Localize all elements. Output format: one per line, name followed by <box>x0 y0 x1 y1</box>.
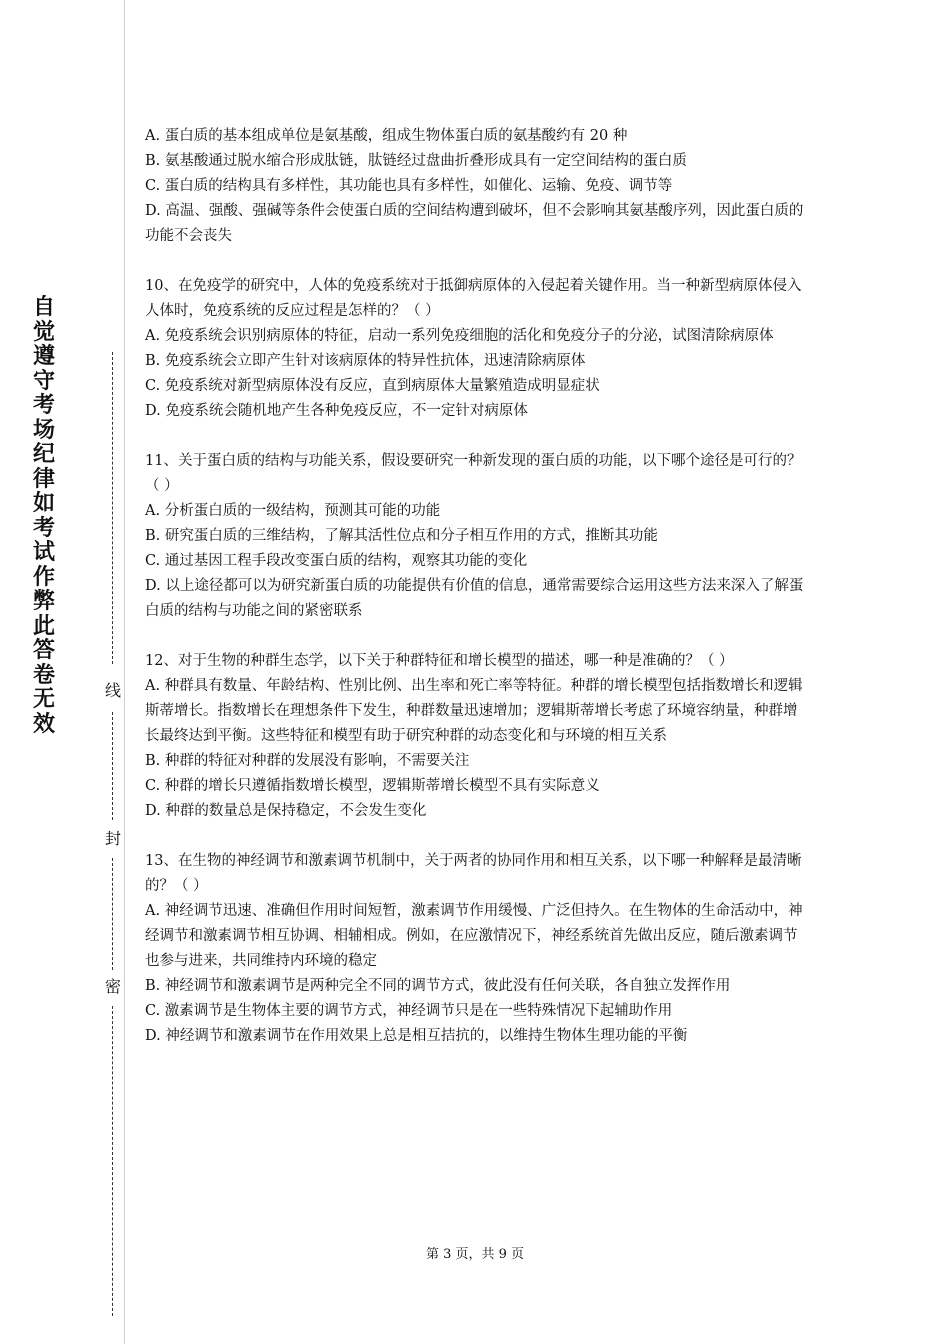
binding-dashed-line <box>112 352 113 664</box>
option-b: B. 免疫系统会立即产生针对该病原体的特异性抗体，迅速清除病原体 <box>145 353 586 369</box>
option-a: A. 免疫系统会识别病原体的特征，启动一系列免疫细胞的活化和免疫分子的分泌，试图清除病原体 <box>145 328 774 344</box>
cut-mark-line: 线 <box>104 681 121 700</box>
option-a: A. 神经调节迅速、准确但作用时间短暂，激素调节作用缓慢、广泛但持久。在生物体的生命活动中，神经调节和激素调节相互协调、相辅相成。例如，在应激情况下，神经系统首先做出反应，随后激素调节也参与进来，共同维持内环境的稳定 <box>145 903 803 969</box>
question-stem: 12、对于生物的种群生态学，以下关于种群特征和增长模型的描述，哪一种是准确的？（ ） <box>145 653 734 669</box>
option-a: A. 蛋白质的基本组成单位是氨基酸，组成生物体蛋白质的氨基酸约有 20 种 <box>145 128 628 144</box>
page-number: 第 3 页，共 9 页 <box>425 1247 525 1262</box>
option-c: C. 通过基因工程手段改变蛋白质的结构，观察其功能的变化 <box>145 553 528 569</box>
question-content <box>145 124 810 1049</box>
option-d: D. 以上途径都可以为研究新蛋白质的功能提供有价值的信息，通常需要综合运用这些方法来深入了解蛋白质的结构与功能之间的紧密联系 <box>145 578 804 619</box>
previous-question-options <box>145 124 810 249</box>
option-b: B. 神经调节和激素调节是两种完全不同的调节方式，彼此没有任何关联，各自独立发挥作用 <box>145 978 731 994</box>
option-c: C. 蛋白质的结构具有多样性，其功能也具有多样性，如催化、运输、免疫、调节等 <box>145 178 673 194</box>
option-d: D. 神经调节和激素调节在作用效果上总是相互拮抗的，以维持生物体生理功能的平衡 <box>145 1028 688 1044</box>
option-a: A. 分析蛋白质的一级结构，预测其可能的功能 <box>145 503 441 519</box>
question-13 <box>145 849 810 1049</box>
binding-dashed-line <box>112 1006 113 1316</box>
question-11 <box>145 449 810 624</box>
option-d: D. 免疫系统会随机地产生各种免疫反应，不一定针对病原体 <box>145 403 528 419</box>
option-c: C. 种群的增长只遵循指数增长模型，逻辑斯蒂增长模型不具有实际意义 <box>145 778 600 794</box>
binding-dashed-line <box>112 712 113 820</box>
option-b: B. 种群的特征对种群的发展没有影响，不需要关注 <box>145 753 470 769</box>
cut-mark-seal: 封 <box>104 829 121 848</box>
option-b: B. 研究蛋白质的三维结构，了解其活性位点和分子相互作用的方式，推断其功能 <box>145 528 658 544</box>
question-10 <box>145 274 810 424</box>
option-c: C. 激素调节是生物体主要的调节方式，神经调节只是在一些特殊情况下起辅助作用 <box>145 1003 673 1019</box>
option-b: B. 氨基酸通过脱水缩合形成肽链，肽链经过盘曲折叠形成具有一定空间结构的蛋白质 <box>145 153 687 169</box>
margin-rule <box>124 0 125 1344</box>
binding-dashed-line <box>112 858 113 970</box>
option-d: D. 种群的数量总是保持稳定，不会发生变化 <box>145 803 427 819</box>
question-12 <box>145 649 810 824</box>
option-d: D. 高温、强酸、强碱等条件会使蛋白质的空间结构遭到破坏，但不会影响其氨基酸序列，因此蛋白质的功能不会丧失 <box>145 203 804 244</box>
question-stem: 10、在免疫学的研究中，人体的免疫系统对于抵御病原体的入侵起着关键作用。当一种新型病原体侵入人体时，免疫系统的反应过程是怎样的？（ ） <box>145 278 802 319</box>
option-c: C. 免疫系统对新型病原体没有反应，直到病原体大量繁殖造成明显症状 <box>145 378 600 394</box>
exam-discipline-notice: 自觉遵守考场纪律如考试作弊此答卷无效 <box>32 295 55 737</box>
cut-mark-secret: 密 <box>104 977 121 996</box>
option-a: A. 种群具有数量、年龄结构、性别比例、出生率和死亡率等特征。种群的增长模型包括指数增长和逻辑斯蒂增长。指数增长在理想条件下发生，种群数量迅速增加；逻辑斯蒂增长考虑了环境容纳量，种群增长最终达到平衡。这些特征和模型有助于研究种群的动态变化和与环境的相互关系 <box>145 678 803 744</box>
question-stem: 13、在生物的神经调节和激素调节机制中，关于两者的协同作用和相互关系，以下哪一种解释是最清晰的？（ ） <box>145 853 802 894</box>
question-stem: 11、关于蛋白质的结构与功能关系，假设要研究一种新发现的蛋白质的功能，以下哪个途径是可行的？（ ） <box>145 453 802 494</box>
